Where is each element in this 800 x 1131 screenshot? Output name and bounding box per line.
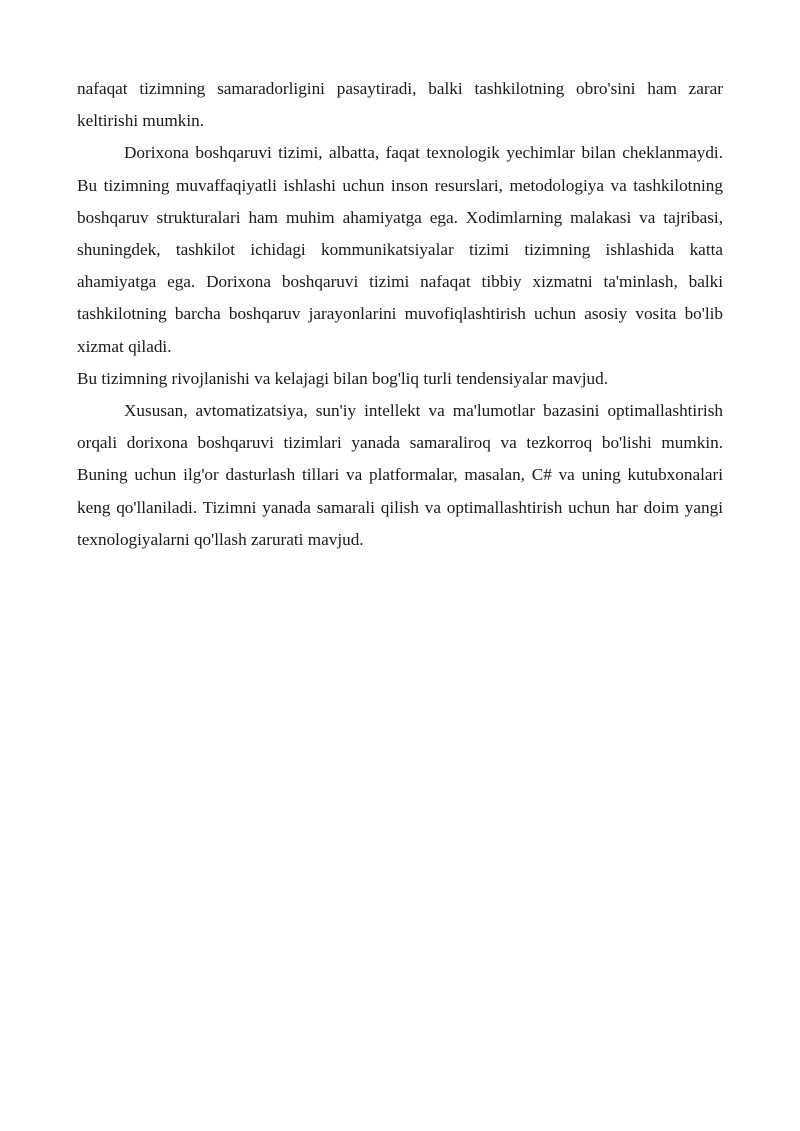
document-body xyxy=(77,73,723,556)
paragraph-3: Bu tizimning rivojlanishi va kelajagi bilan bog'liq turli tendensiyalar mavjud. xyxy=(77,368,609,388)
paragraph-1: nafaqat tizimning samaradorligini pasaytiradi, balki tashkilotning obro'sini ham zarar keltirishi mumkin. xyxy=(77,79,723,131)
paragraph-2: Dorixona boshqaruvi tizimi, albatta, faqat texnologik yechimlar bilan cheklanmaydi. Bu tizimning muvaffaqiyatli ishlashi uchun inson resurslari, metodologiya va tashkilotning boshqaruv strukturalari ham muhim ahamiyatga ega. Xodimlarning malakasi va tajribasi, shuningdek, tashkilot ichidagi kommunikatsiyalar tizimi tizimning ishlashida katta ahamiyatga ega. Dorixona boshqaruvi tizimi nafaqat tibbiy xizmatni ta'minlash, balki tashkilotning barcha boshqaruv jarayonlarini muvofiqlashtirish uchun asosiy vosita bo'lib xizmat qiladi. xyxy=(77,143,723,356)
paragraph-4: Xususan, avtomatizatsiya, sun'iy intellekt va ma'lumotlar bazasini optimallashtirish orqali dorixona boshqaruvi tizimlari yanada samaraliroq va tezkorroq bo'lishi mumkin. Buning uchun ilg'or dasturlash tillari va platformalar, masalan, C# va uning kutubxonalari keng qo'llaniladi. Tizimni yanada samarali qilish va optimallashtirish uchun har doim yangi texnologiyalarni qo'llash zarurati mavjud. xyxy=(77,401,723,549)
